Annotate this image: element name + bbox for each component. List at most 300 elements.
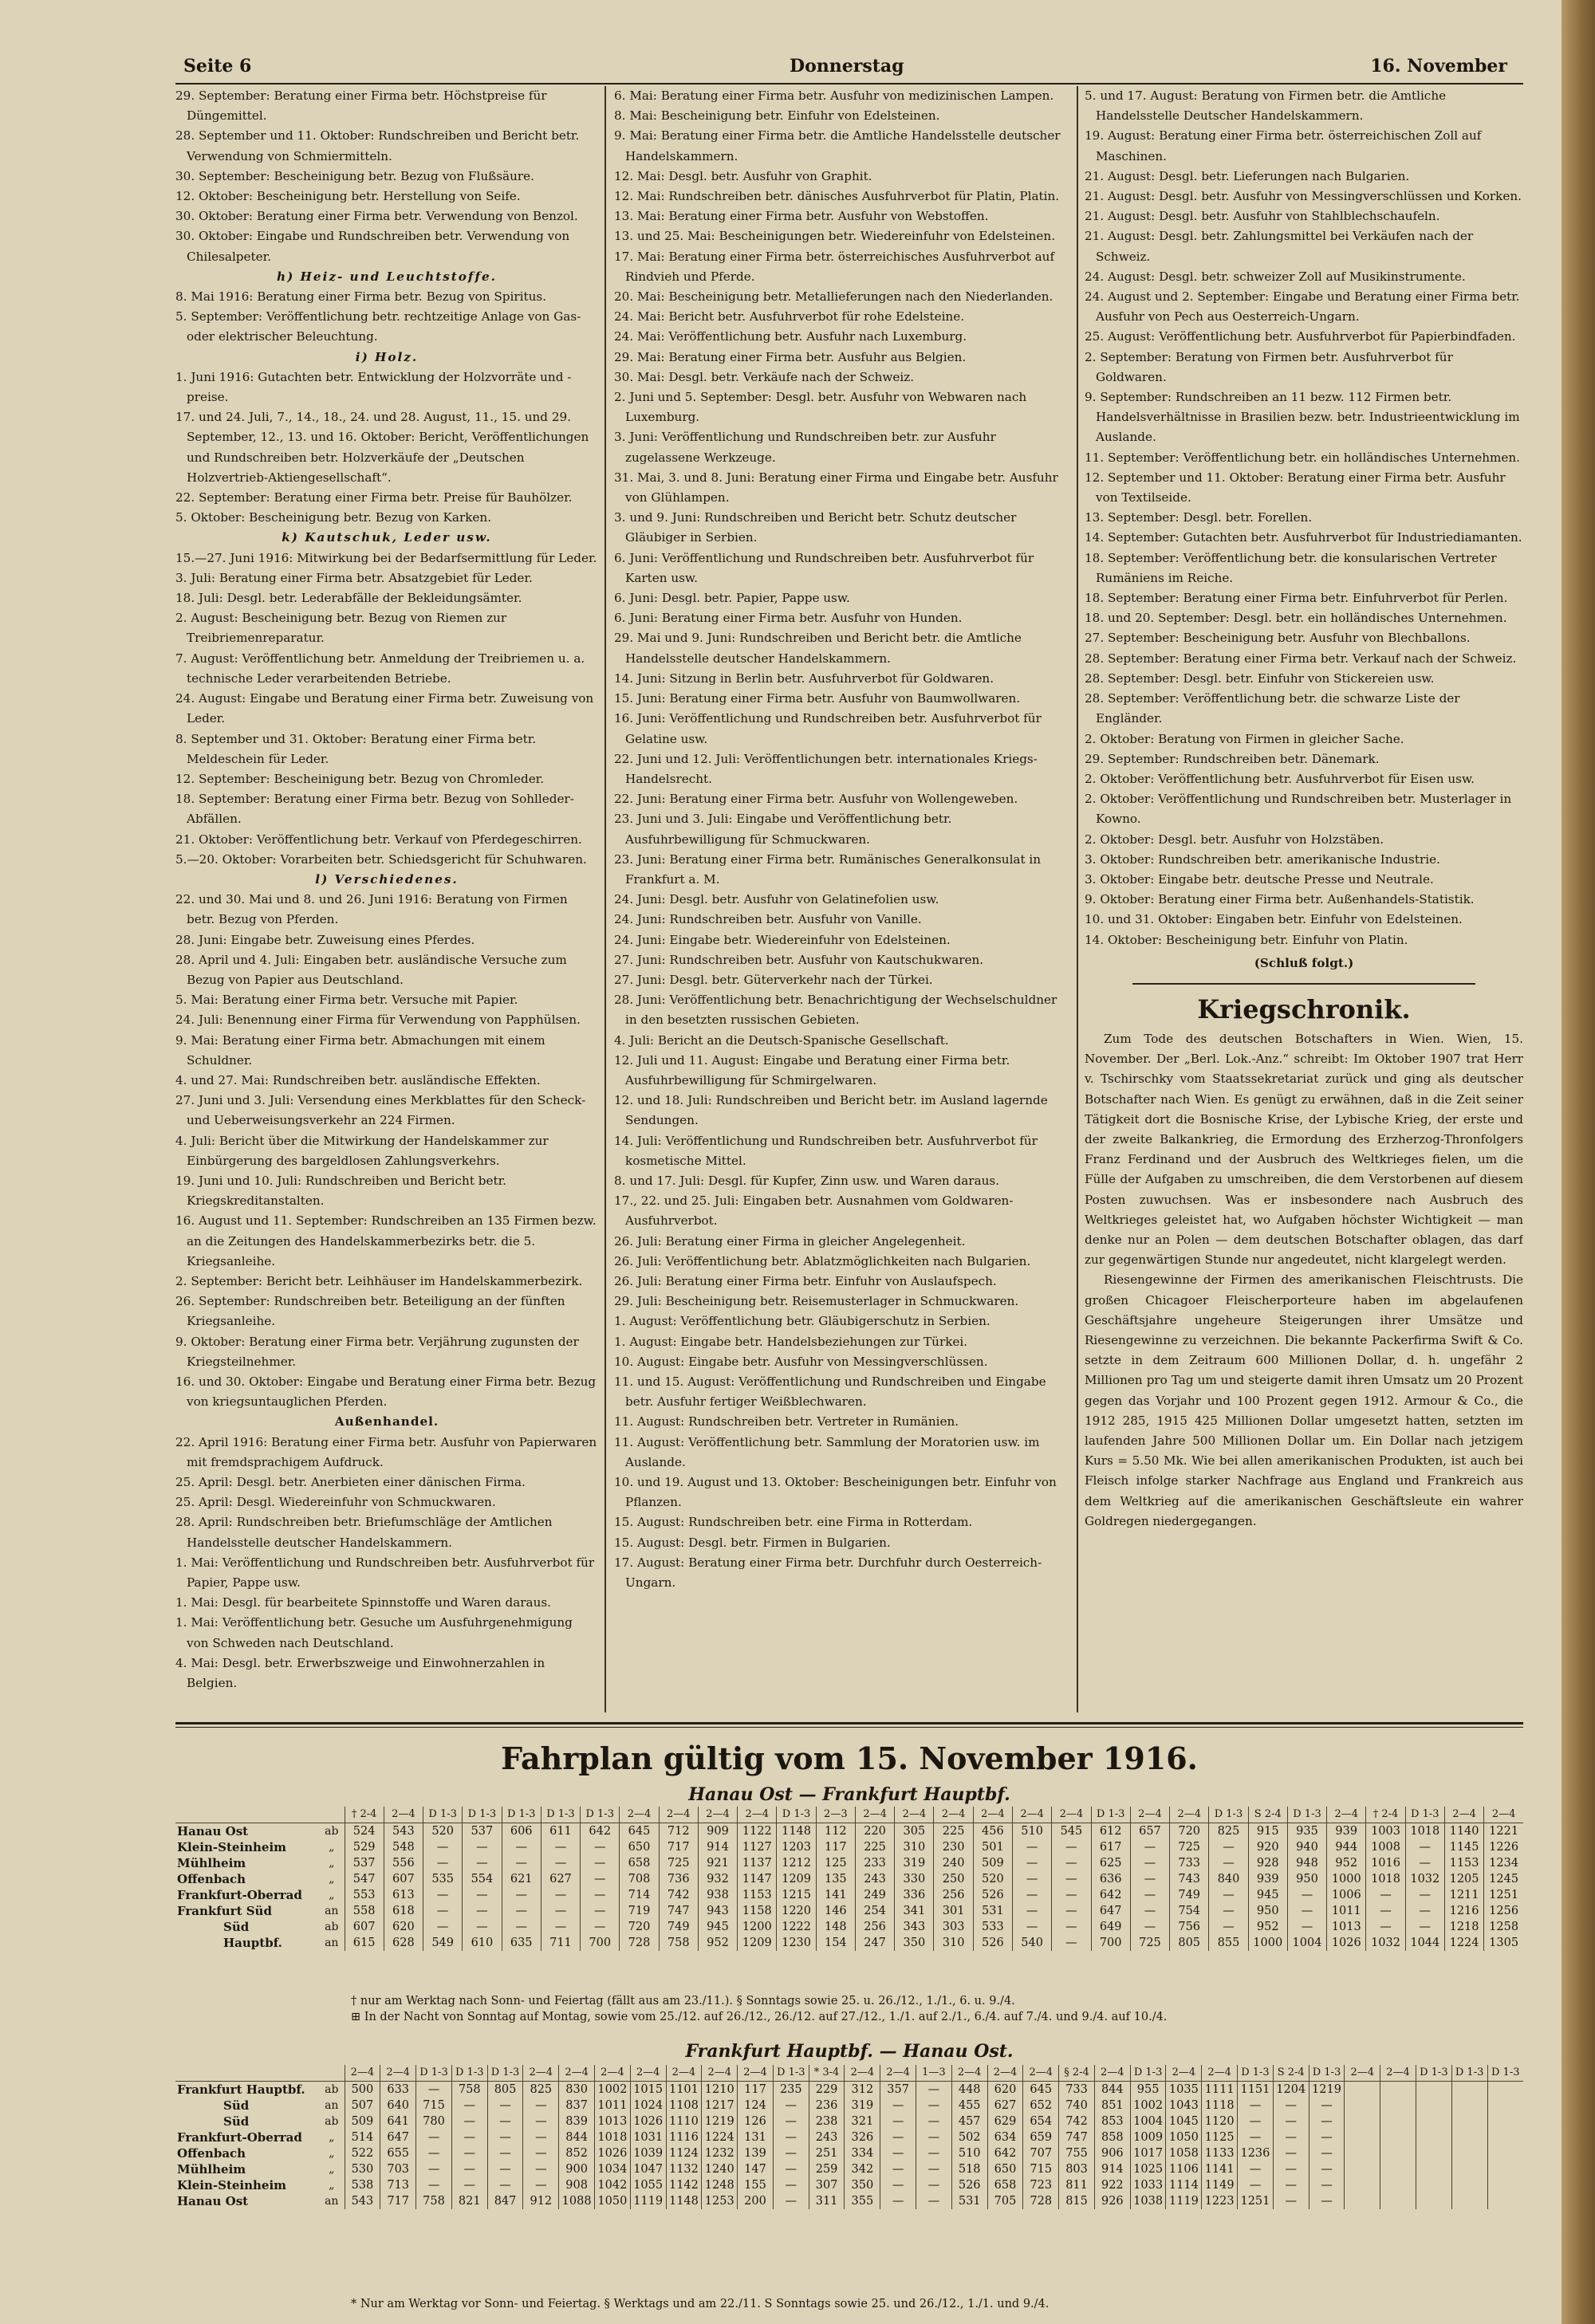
list-entry: 17. und 24. Juli, 7., 14., 18., 24. und 28. August, 11., 15. und 29. September, 12., 13. und 16. Oktober: Bericht, Veröffentlichungen und Rundschreiben betr. Holzverkäufe der „Deutschen Holzvertrieb-Aktiengesellschaft“. [175, 410, 589, 485]
departure-time [1451, 2161, 1487, 2177]
departure-time: 1050 [1166, 2129, 1202, 2145]
list-entry: 24. August: Desgl. betr. schweizer Zoll auf Musikinstrumente. [1085, 269, 1466, 284]
train-class: D 1-3 [773, 2065, 809, 2082]
departure-time: — [1013, 1871, 1052, 1887]
departure-time: 633 [380, 2082, 416, 2098]
departure-time: 1044 [1405, 1935, 1444, 1951]
list-entry: 5. Mai: Beratung einer Firma betr. Versuche mit Papier. [175, 993, 518, 1008]
list-entry: 8. Mai: Bescheinigung betr. Einfuhr von Edelsteinen. [614, 108, 940, 124]
departure-time: — [880, 2161, 916, 2177]
train-class: D 1-3 [463, 1807, 502, 1823]
list-entry: 2. Oktober: Desgl. betr. Ausfuhr von Holzstäben. [1085, 832, 1384, 847]
departure-time: 1013 [1327, 1919, 1366, 1935]
list-entry: 18. September: Beratung einer Firma betr. Einfuhrverbot für Perlen. [1085, 591, 1508, 606]
departure-time: 330 [895, 1871, 934, 1887]
train-class: 2—4 [1327, 1807, 1366, 1823]
departure-time: 1045 [1166, 2114, 1202, 2129]
departure-time: 906 [1094, 2145, 1130, 2161]
departure-time: — [523, 2177, 559, 2193]
departure-time: — [451, 2145, 487, 2161]
departure-time: 524 [345, 1823, 384, 1840]
departure-time: 1058 [1166, 2145, 1202, 2161]
departure-time: 554 [463, 1871, 502, 1887]
departure-time: — [541, 1919, 580, 1935]
list-entry: 26. Juli: Beratung einer Firma in gleicher Angelegenheit. [614, 1233, 966, 1249]
arrival-departure: an [325, 1905, 339, 1917]
departure-time: 703 [380, 2161, 416, 2177]
departure-time: 654 [1023, 2114, 1059, 2129]
departure-time: 1006 [1327, 1887, 1366, 1903]
list-entry: 3. Oktober: Eingabe betr. deutsche Presse und Neutrale. [1085, 871, 1434, 887]
list-entry: 24. Mai: Veröffentlichung betr. Ausfuhr nach Luxemburg. [614, 329, 967, 344]
column-1 [175, 86, 598, 1713]
train-class: D 1-3 [1487, 2065, 1523, 2082]
departure-time: 658 [620, 1855, 659, 1871]
departure-time: 747 [659, 1903, 698, 1919]
list-block-col3 [1085, 86, 1523, 950]
list-entry: 17. Mai: Beratung einer Firma betr. österreichisches Ausfuhrverbot auf Rindvieh und Pferde. [614, 249, 1055, 284]
departure-time: 847 [487, 2193, 523, 2209]
departure-time: — [1052, 1871, 1091, 1887]
departure-time: 1034 [594, 2161, 630, 2177]
departure-time: 220 [855, 1823, 894, 1840]
departure-time: 900 [559, 2161, 595, 2177]
departure-time: 717 [659, 1839, 698, 1855]
departure-time [1345, 2098, 1380, 2114]
list-entry: 1. Mai: Veröffentlichung betr. Gesuche um Ausfuhrgenehmigung von Schweden nach Deutschland. [175, 1615, 573, 1650]
list-block-l [175, 890, 598, 1412]
departure-time: — [1130, 1871, 1169, 1887]
list-entry: 12. Oktober: Bescheinigung betr. Herstellung von Seife. [175, 189, 521, 204]
departure-time: 1141 [1202, 2161, 1238, 2177]
departure-time: 247 [855, 1935, 894, 1951]
departure-time: 1256 [1484, 1903, 1523, 1919]
departure-time: 713 [380, 2177, 416, 2193]
arrival-departure: ab [325, 1825, 339, 1838]
train-class: 2—4 [380, 2065, 416, 2082]
list-entry: 15. Juni: Beratung einer Firma betr. Ausfuhr von Baumwollwaren. [614, 691, 1021, 706]
departure-time: — [1309, 2193, 1345, 2209]
departure-time: 334 [845, 2145, 880, 2161]
departure-time: 909 [698, 1823, 737, 1840]
list-entry: 13. Mai: Beratung einer Firma betr. Ausfuhr von Webstoffen. [614, 209, 989, 224]
list-entry: 6. Mai: Beratung einer Firma betr. Ausfuhr von medizinischen Lampen. [614, 88, 1054, 103]
departure-time: 1031 [630, 2129, 666, 2145]
timetable-note: † nur am Werktag nach Sonn- und Feiertag (fällt aus am 23./11.). § Sonntags sowie 25. u. 26./12., 1./1., 6. u. 9./4. [351, 1995, 1015, 2007]
departure-time: — [773, 2145, 809, 2161]
timetable-hanau-frankfurt [175, 1807, 1523, 1951]
table-row [175, 1887, 1523, 1903]
list-entry: 16. August und 11. September: Rundschreiben an 135 Firmen bezw. an die Zeitungen des Handelskammerbezirks betr. die 5. Kriegsanleihe. [175, 1213, 597, 1268]
departure-time: 1224 [1444, 1935, 1483, 1951]
departure-time: 1017 [1130, 2145, 1166, 2161]
route-title: Hanau Ost — Frankfurt Hauptbf. [688, 1784, 1010, 1805]
departure-time: — [916, 2098, 952, 2114]
list-entry: 28. September: Desgl. betr. Einfuhr von Stickereien usw. [1085, 670, 1435, 686]
departure-time [1345, 2114, 1380, 2129]
train-class: 2—4 [1380, 2065, 1416, 2082]
list-entry: 14. Juni: Sitzung in Berlin betr. Ausfuhrverbot für Goldwaren. [614, 670, 994, 686]
departure-time: — [916, 2129, 952, 2145]
departure-time [1487, 2193, 1523, 2209]
list-entry: 24. Juni: Rundschreiben betr. Ausfuhr von Vanille. [614, 912, 922, 927]
train-class: 2—4 [934, 1807, 973, 1823]
departure-time: 606 [502, 1823, 541, 1840]
departure-time: 742 [1059, 2114, 1095, 2129]
departure-time: 952 [1327, 1855, 1366, 1871]
departure-time: 628 [384, 1935, 423, 1951]
departure-time: — [1209, 1839, 1248, 1855]
list-entry: 15. August: Rundschreiben betr. eine Firma in Rotterdam. [614, 1515, 973, 1530]
departure-time: 803 [1059, 2161, 1095, 2177]
train-class: D 1-3 [1209, 1807, 1248, 1823]
departure-time: — [1052, 1887, 1091, 1903]
departure-time: 1111 [1202, 2082, 1238, 2098]
departure-time: — [916, 2082, 952, 2098]
departure-time: 926 [1094, 2193, 1130, 2209]
train-class: † 2-4 [1366, 1807, 1405, 1823]
departure-time: 141 [816, 1887, 855, 1903]
timetable-note: * Nur am Werktag vor Sonn- und Feiertag. § Werktags und am 22./11. S Sonntags sowie 25. und 26./12., 1./1. und 9./4. [351, 2298, 1050, 2310]
departure-time: 627 [987, 2098, 1023, 2114]
departure-time: 1305 [1484, 1935, 1523, 1951]
station-name: Mühlheim [177, 1856, 246, 1870]
train-class: 2—4 [1052, 1807, 1091, 1823]
list-entry: 20. Mai: Bescheinigung betr. Metallieferungen nach den Niederlanden. [614, 289, 1053, 305]
arrival-departure: „ [329, 2147, 335, 2160]
list-entry: 21. August: Desgl. betr. Lieferungen nach Bulgarien. [1085, 168, 1410, 183]
departure-time: 858 [1094, 2129, 1130, 2145]
departure-time: 700 [1091, 1935, 1130, 1951]
list-entry: 9. Mai: Beratung einer Firma betr. Abmachungen mit einem Schuldner. [175, 1032, 545, 1068]
departure-time: 1026 [594, 2145, 630, 2161]
arrival-departure: ab [325, 2115, 339, 2128]
departure-time [1416, 2193, 1451, 2209]
station-name: Mühlheim [177, 2162, 246, 2177]
list-entry: 21. August: Desgl. betr. Ausfuhr von Messingverschlüssen und Korken. [1085, 189, 1522, 204]
departure-time: — [1287, 1903, 1326, 1919]
departure-time: 526 [973, 1887, 1012, 1903]
departure-time: — [1130, 1887, 1169, 1903]
departure-time: 520 [423, 1823, 463, 1840]
departure-time: 1205 [1444, 1871, 1483, 1887]
departure-time: 305 [895, 1823, 934, 1840]
departure-time: 715 [416, 2098, 452, 2114]
departure-time: 1215 [777, 1887, 816, 1903]
departure-time: — [1273, 2145, 1309, 2161]
departure-time: — [502, 1903, 541, 1919]
departure-time: 509 [345, 2114, 380, 2129]
list-block-col2 [614, 86, 1069, 1593]
departure-time: — [487, 2161, 523, 2177]
list-entry: 4. Mai: Desgl. betr. Erwerbszweige und Einwohnerzahlen in Belgien. [175, 1655, 545, 1691]
departure-time: 659 [1023, 2129, 1059, 2145]
departure-time: 1132 [666, 2161, 702, 2177]
departure-time: — [773, 2098, 809, 2114]
departure-time: — [487, 2098, 523, 2114]
departure-time: 754 [1170, 1903, 1209, 1919]
train-class: D 1-3 [1287, 1807, 1326, 1823]
departure-time: 629 [987, 2114, 1023, 2129]
departure-time: — [416, 2161, 452, 2177]
departure-time: — [1309, 2177, 1345, 2193]
departure-time: — [880, 2145, 916, 2161]
departure-time: 1153 [738, 1887, 777, 1903]
departure-time: — [541, 1839, 580, 1855]
train-class: § 2-4 [1059, 2065, 1095, 2082]
list-entry: 21. Oktober: Veröffentlichung betr. Verkauf von Pferdegeschirren. [175, 832, 582, 847]
list-entry: 10. August: Eingabe betr. Ausfuhr von Messingverschlüssen. [614, 1354, 988, 1369]
departure-time: 852 [559, 2145, 595, 2161]
list-entry: 2. Oktober: Beratung von Firmen in gleicher Sache. [1085, 731, 1404, 746]
departure-time: — [1238, 2114, 1274, 2129]
list-entry: 29. Mai: Beratung einer Firma betr. Ausfuhr aus Belgien. [614, 349, 967, 364]
list-entry: 5. und 17. August: Beratung von Firmen betr. die Amtliche Handelsstelle Deutscher Handelskammern. [1085, 88, 1447, 124]
departure-time: 535 [423, 1871, 463, 1887]
departure-time: 1011 [1327, 1903, 1366, 1919]
departure-time: 950 [1287, 1871, 1326, 1887]
departure-time: 1106 [1166, 2161, 1202, 2177]
departure-time: 233 [855, 1855, 894, 1871]
departure-time: 658 [987, 2177, 1023, 2193]
list-entry: 6. Juni: Desgl. betr. Papier, Pappe usw. [614, 591, 850, 606]
train-class: 2—4 [698, 1807, 737, 1823]
departure-time: 642 [581, 1823, 620, 1840]
train-class: 2—3 [816, 1807, 855, 1823]
list-entry: 2. September: Beratung von Firmen betr. Ausfuhrverbot für Goldwaren. [1085, 349, 1453, 384]
train-class: 2—4 [384, 1807, 423, 1823]
departure-time: — [1287, 1919, 1326, 1935]
departure-time: — [423, 1903, 463, 1919]
departure-time: — [773, 2129, 809, 2145]
departure-time: — [1052, 1935, 1091, 1951]
list-entry: 8. Mai 1916: Beratung einer Firma betr. Bezug von Spiritus. [175, 289, 547, 305]
departure-time: 914 [698, 1839, 737, 1855]
train-class: 2—4 [523, 2065, 559, 2082]
departure-time: 647 [380, 2129, 416, 2145]
departure-time: 1232 [702, 2145, 738, 2161]
departure-time: 341 [895, 1903, 934, 1919]
train-class: D 1-3 [1091, 1807, 1130, 1823]
departure-time: 1218 [1444, 1919, 1483, 1935]
arrival-departure: an [325, 2195, 339, 2208]
departure-time [1451, 2082, 1487, 2098]
list-entry: 2. Oktober: Veröffentlichung und Rundschreiben betr. Musterlager in Kowno. [1085, 792, 1512, 827]
departure-time: 1240 [702, 2161, 738, 2177]
departure-time: 952 [1248, 1919, 1287, 1935]
departure-time: 256 [934, 1887, 973, 1903]
departure-time: — [581, 1919, 620, 1935]
departure-time: — [916, 2114, 952, 2129]
departure-time: — [1273, 2098, 1309, 2114]
departure-time: 1224 [702, 2129, 738, 2145]
train-class: 2—4 [1013, 1807, 1052, 1823]
train-class: D 1-3 [1416, 2065, 1451, 2082]
station-name: Frankfurt-Oberrad [177, 1888, 302, 1902]
departure-time: 1120 [1202, 2114, 1238, 2129]
departure-time: 522 [345, 2145, 380, 2161]
departure-time: 855 [1209, 1935, 1248, 1951]
list-entry: 9. Oktober: Beratung einer Firma betr. Verjährung zugunsten der Kriegsteilnehmer. [175, 1334, 579, 1369]
departure-time: — [581, 1887, 620, 1903]
train-class: S 2-4 [1248, 1807, 1287, 1823]
arrival-departure: ab [325, 2083, 339, 2096]
train-class: D 1-3 [1130, 2065, 1166, 2082]
departure-time: 955 [1130, 2082, 1166, 2098]
train-class: † 2-4 [345, 1807, 384, 1823]
departure-time [1416, 2177, 1451, 2193]
departure-time: — [1309, 2114, 1345, 2129]
table-row [175, 1903, 1523, 1919]
departure-time: — [541, 1887, 580, 1903]
departure-time: 1003 [1366, 1823, 1405, 1840]
list-entry: 27. Juni: Rundschreiben betr. Ausfuhr von Kautschukwaren. [614, 952, 984, 967]
departure-time: 1149 [1202, 2177, 1238, 2193]
table-row [175, 2098, 1523, 2114]
departure-time [1380, 2082, 1416, 2098]
departure-time [1380, 2193, 1416, 2209]
list-entry: 4. Juli: Bericht an die Deutsch-Spanische Gesellschaft. [614, 1032, 949, 1048]
list-entry: 11. September: Veröffentlichung betr. ein holländisches Unternehmen. [1085, 450, 1520, 465]
departure-time: — [1209, 1855, 1248, 1871]
departure-time: 715 [1023, 2161, 1059, 2177]
list-entry: 30. Mai: Desgl. betr. Verkäufe nach der Schweiz. [614, 369, 915, 384]
departure-time: — [463, 1919, 502, 1935]
list-entry: 18. und 20. September: Desgl. betr. ein holländisches Unternehmen. [1085, 611, 1507, 626]
departure-time: 500 [345, 2082, 380, 2098]
departure-time: 1148 [777, 1823, 816, 1840]
departure-time: 652 [1023, 2098, 1059, 2114]
departure-time: 645 [620, 1823, 659, 1840]
departure-time: — [581, 1839, 620, 1855]
list-entry: 3. Juni: Veröffentlichung und Rundschreiben betr. zur Ausfuhr zugelassene Werkzeuge. [614, 430, 996, 465]
list-entry: 3. Oktober: Rundschreiben betr. amerikanische Industrie. [1085, 851, 1440, 867]
list-entry: 8. und 17. Juli: Desgl. für Kupfer, Zinn usw. und Waren daraus. [614, 1173, 1000, 1188]
departure-time: 837 [559, 2098, 595, 2114]
departure-time: 1210 [702, 2082, 738, 2098]
departure-time: 1234 [1484, 1855, 1523, 1871]
departure-time: — [463, 1855, 502, 1871]
train-class: 2—4 [594, 2065, 630, 2082]
date: 16. November [1370, 56, 1507, 77]
departure-time: — [1273, 2177, 1309, 2193]
station-name: Klein-Steinheim [177, 2178, 287, 2192]
list-entry: 29. Juli: Bescheinigung betr. Reisemusterlager in Schmuckwaren. [614, 1294, 1019, 1309]
departure-time [1487, 2177, 1523, 2193]
list-entry: 1. August: Veröffentlichung betr. Gläubigerschutz in Serbien. [614, 1314, 990, 1329]
departure-time: 1122 [738, 1823, 777, 1840]
list-entry: 5. September: Veröffentlichung betr. rechtzeitige Anlage von Gas- oder elektrischer Beleuchtung. [175, 309, 581, 344]
departure-time: 251 [809, 2145, 845, 2161]
departure-time: 830 [559, 2082, 595, 2098]
train-class: 2—4 [1170, 1807, 1209, 1823]
departure-time: 1002 [594, 2082, 630, 2098]
list-entry: 29. September: Beratung einer Firma betr. Höchstpreise für Düngemittel. [175, 88, 547, 124]
list-entry: 28. Juni: Eingabe betr. Zuweisung eines Pferdes. [175, 932, 475, 947]
departure-time: 1110 [666, 2114, 702, 2129]
list-entry: 5.—20. Oktober: Vorarbeiten betr. Schiedsgericht für Schuhwaren. [175, 851, 587, 867]
departure-time: 755 [1059, 2145, 1095, 2161]
departure-time [1451, 2193, 1487, 2209]
departure-time: 1133 [1202, 2145, 1238, 2161]
list-entry: 29. September: Rundschreiben betr. Dänemark. [1085, 751, 1380, 766]
departure-time: — [416, 2129, 452, 2145]
departure-time: 343 [895, 1919, 934, 1935]
departure-time: 126 [738, 2114, 774, 2129]
list-entry: 12. Mai: Desgl. betr. Ausfuhr von Graphit. [614, 168, 872, 183]
departure-time: 1043 [1166, 2098, 1202, 2114]
timetable-note: ⊞ In der Nacht von Sonntag auf Montag, sowie vom 25./12. auf 26./12., 26./12. auf 27./12., 1./1. auf 2./1., 6./4. auf 7./4. und 9./4. auf 10./4. [351, 2011, 1168, 2023]
station-name: Frankfurt Hauptbf. [177, 2082, 305, 2097]
departure-time: 1055 [630, 2177, 666, 2193]
departure-time: — [1273, 2129, 1309, 2145]
station-name: Hanau Ost [177, 1824, 249, 1838]
departure-time: 645 [1023, 2082, 1059, 2098]
train-class: D 1-3 [1405, 1807, 1444, 1823]
departure-time: 1220 [777, 1903, 816, 1919]
departure-time: — [1366, 1919, 1405, 1935]
column-3 [1085, 86, 1523, 1713]
departure-time: — [416, 2082, 452, 2098]
departure-time: 844 [559, 2129, 595, 2145]
table-row [175, 1839, 1523, 1855]
departure-time: 139 [738, 2145, 774, 2161]
departure-time: 747 [1059, 2129, 1095, 2145]
departure-time: 147 [738, 2161, 774, 2177]
train-class: D 1-3 [777, 1807, 816, 1823]
departure-time [1451, 2129, 1487, 2145]
departure-time: — [1366, 1887, 1405, 1903]
departure-time: 952 [698, 1935, 737, 1951]
departure-time: 1153 [1444, 1855, 1483, 1871]
departure-time: 225 [855, 1839, 894, 1855]
table-row [175, 2114, 1523, 2129]
list-entry: 26. September: Rundschreiben betr. Beteiligung an der fünften Kriegsanleihe. [175, 1294, 565, 1329]
list-entry: 14. September: Gutachten betr. Ausfuhrverbot für Industriediamanten. [1085, 530, 1522, 545]
departure-time [1380, 2098, 1416, 2114]
list-entry: 24. Juni: Eingabe betr. Wiedereinfuhr von Edelsteinen. [614, 932, 951, 947]
station-name: Frankfurt-Oberrad [177, 2130, 302, 2145]
train-class: * 3-4 [809, 2065, 845, 2082]
departure-time: 618 [384, 1903, 423, 1919]
departure-time: 625 [1091, 1855, 1130, 1871]
departure-time: 641 [380, 2114, 416, 2129]
train-class: D 1-3 [581, 1807, 620, 1823]
departure-time: 621 [502, 1871, 541, 1887]
departure-time: 945 [1248, 1887, 1287, 1903]
train-class-row [175, 2065, 1523, 2082]
departure-time: 243 [855, 1871, 894, 1887]
departure-time: 321 [845, 2114, 880, 2129]
departure-time: 229 [809, 2082, 845, 2098]
chronik-paragraph: Riesengewinne der Firmen des amerikanischen Fleischtrusts. Die großen Chicagoer Fleischerporteure haben im abgelaufenen Geschäftsjahre ungeheure Steigerungen ihrer Umsätze und Riesengewinne zu verzeichnen. Die bekannte Packerfirma Swift & Co. setzte in dem Zeitraum 600 Millionen Dollar, d. h. ungefähr 2 Millionen pro Tag um und steigerte damit ihren Umsatz um 20 Prozent gegen das Vorjahr und 100 Prozent gegen 1912. Armour & Co., die 1912 285, 1915 425 Millionen Dollar umgesetzt hatten, setzten im laufenden Jahre 500 Millionen Dollar um. Ein Dollar nach jetzigem Kurs = 5.50 Mk. Wie bei allen amerikanischen Produkten, ist auch bei Fleisch infolge starker Nachfrage aus England und Frankreich aus dem Weltkrieg auf die amerikanischen Geschäftsleute ein wahrer Goldregen niedergegangen. [1085, 1272, 1523, 1528]
departure-time [1416, 2161, 1451, 2177]
departure-time: — [523, 2161, 559, 2177]
departure-time: — [487, 2114, 523, 2129]
list-entry: 2. Juni und 5. September: Desgl. betr. Ausfuhr von Webwaren nach Luxemburg. [614, 390, 1027, 425]
departure-time: 939 [1327, 1823, 1366, 1840]
departure-time: 146 [816, 1903, 855, 1919]
departure-time: — [463, 1887, 502, 1903]
departure-time: 1004 [1287, 1935, 1326, 1951]
train-class: 2—4 [855, 1807, 894, 1823]
list-entry: 22. April 1916: Beratung einer Firma betr. Ausfuhr von Papierwaren mit fremdsprachigem Aufdruck. [175, 1434, 597, 1469]
departure-time: — [1273, 2193, 1309, 2209]
table-row [175, 2177, 1523, 2193]
departure-time [1380, 2129, 1416, 2145]
departure-time: 342 [845, 2161, 880, 2177]
list-entry: 24. Juni: Desgl. betr. Ausfuhr von Gelatinefolien usw. [614, 892, 939, 907]
